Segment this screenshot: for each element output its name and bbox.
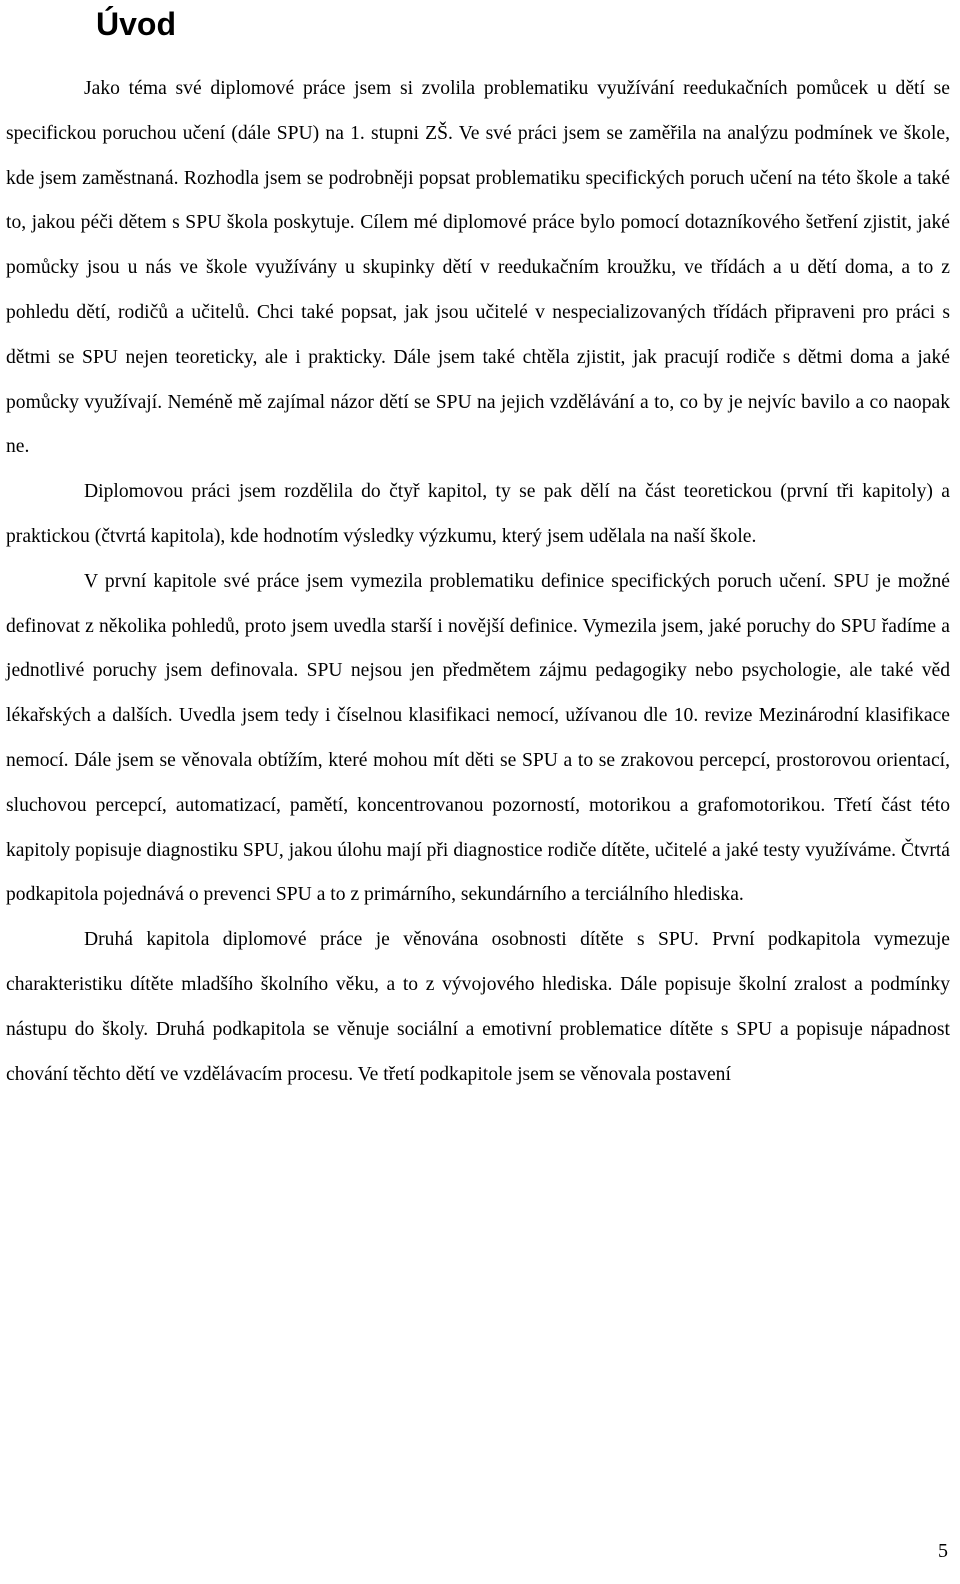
paragraph-chapter-one: V první kapitole své práce jsem vymezila problematiku definice specifických poruch učení. SPU je možné definovat z několika pohledů, proto jsem uvedla starší i novější definice. Vymezila jsem, jaké poruchy do SPU řadíme a jednotlivé poruchy jsem definovala. SPU nejsou jen předmětem zájmu pedagogiky nebo psychologie, ale také věd lékařských a dalších. Uvedla jsem tedy i číselnou klasifikaci nemocí, užívanou dle 10. revize Mezinárodní klasifikace nemocí. Dále jsem se věnovala obtížím, které mohou mít děti se SPU a to se zrakovou percepcí, prostorovou orientací, sluchovou percepcí, automatizací, pamětí, koncentrovanou pozorností, motorikou a grafomotorikou. Třetí část této kapitoly popisuje diagnostiku SPU, jakou úlohu mají při diagnostice rodiče dítěte, učitelé a jaké testy využíváme. Čtvrtá podkapitola pojednává o prevenci SPU a to z primárního, sekundárního a terciálního hlediska. [6, 570, 950, 906]
page-number: 5 [938, 1540, 948, 1562]
chapter-heading: Úvod [96, 6, 176, 42]
body-text [6, 67, 950, 1097]
paragraph-intro: Jako téma své diplomové práce jsem si zvolila problematiku využívání reedukačních pomůcek u dětí se specifickou poruchou učení (dále SPU) na 1. stupni ZŠ. Ve své práci jsem se zaměřila na analýzu podmínek ve škole, kde jsem zaměstnaná. Rozhodla jsem se podrobněji popsat problematiku specifických poruch učení na této škole a také to, jakou péči dětem s SPU škola poskytuje. Cílem mé diplomové práce bylo pomocí dotazníkového šetření zjistit, jaké pomůcky jsou u nás ve škole využívány u skupinky dětí v reedukačním kroužku, ve třídách a u dětí doma, a to z pohledu dětí, rodičů a učitelů. Chci také popsat, jak jsou učitelé v nespecializovaných třídách připraveni pro práci s dětmi se SPU nejen teoreticky, ale i prakticky. Dále jsem také chtěla zjistit, jak pracují rodiče s dětmi doma a jaké pomůcky využívají. Neméně mě zajímal názor dětí se SPU na jejich vzdělávání a to, co by je nejvíc bavilo a co naopak ne. [6, 78, 950, 458]
paragraph-chapter-two: Druhá kapitola diplomové práce je věnována osobnosti dítěte s SPU. První podkapitola vymezuje charakteristiku dítěte mladšího školního věku, a to z vývojového hlediska. Dále popisuje školní zralost a podmínky nástupu do školy. Druhá podkapitola se věnuje sociální a emotivní problematice dítěte s SPU a popisuje nápadnost chování těchto dětí ve vzdělávacím procesu. Ve třetí podkapitole jsem se věnovala postavení [6, 929, 950, 1085]
paragraph-structure: Diplomovou práci jsem rozdělila do čtyř kapitol, ty se pak dělí na část teoretickou (první tři kapitoly) a praktickou (čtvrtá kapitola), kde hodnotím výsledky výzkumu, který jsem udělala na naší škole. [6, 481, 950, 547]
